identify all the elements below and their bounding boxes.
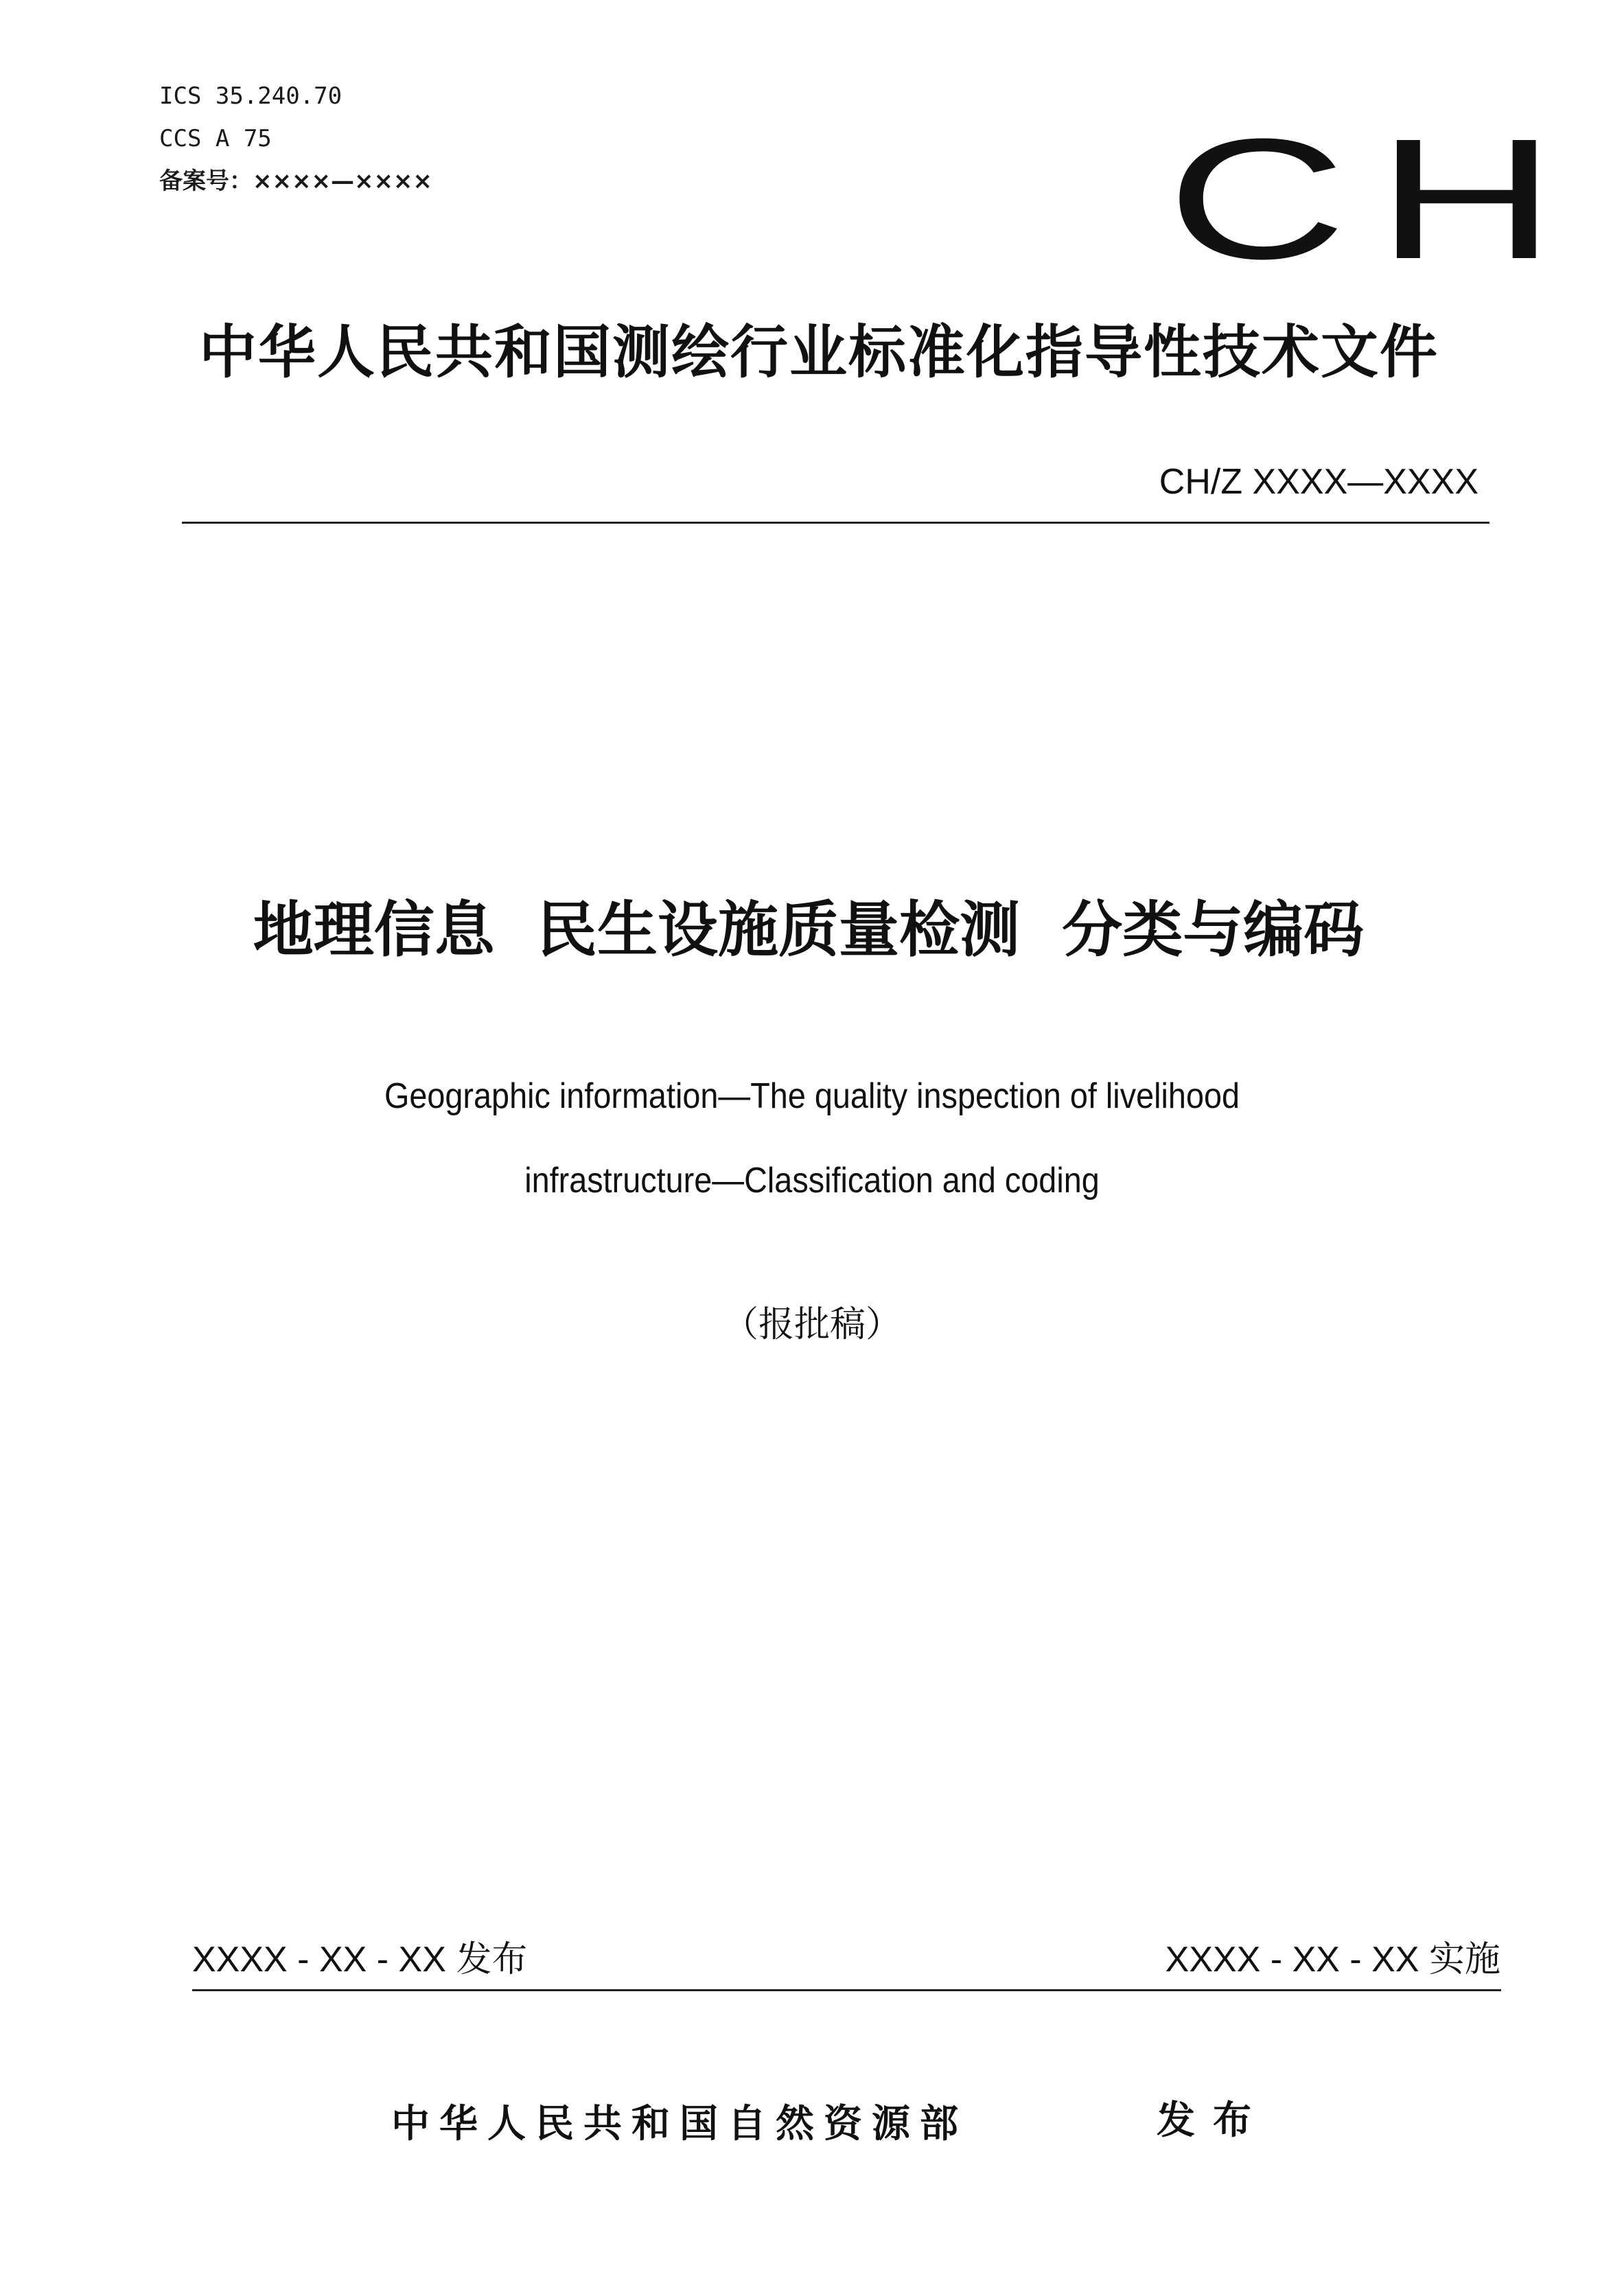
title-chinese: 地理信息 民生设施质量检测 分类与编码	[253, 894, 1365, 965]
filing-number: 备案号：××××—××××	[159, 167, 432, 195]
document-category: 中华人民共和国测绘行业标准化指导性技术文件	[198, 318, 1439, 386]
document-number: CH/Z XXXX—XXXX	[1159, 462, 1478, 502]
publish-date: XXXX - XX - XX 发布	[192, 1940, 528, 1980]
draft-status: （报批稿）	[722, 1304, 901, 1345]
title-english-line-1: Geographic information—The quality inspection of livelihood	[384, 1076, 1240, 1116]
ics-code: ICS 35.240.70	[159, 82, 343, 110]
title-english-line-2: infrastructure—Classification and coding	[524, 1161, 1100, 1201]
footer-divider	[192, 1989, 1501, 1991]
issuing-authority: 中华人民共和国自然资源部	[391, 2102, 968, 2146]
ch-standard-logo: CH	[1167, 103, 1586, 294]
header-divider	[182, 522, 1489, 524]
implement-date: XXXX - XX - XX 实施	[1165, 1940, 1500, 1980]
issue-action: 发布	[1157, 2098, 1269, 2143]
ccs-code: CCS A 75	[159, 125, 272, 152]
